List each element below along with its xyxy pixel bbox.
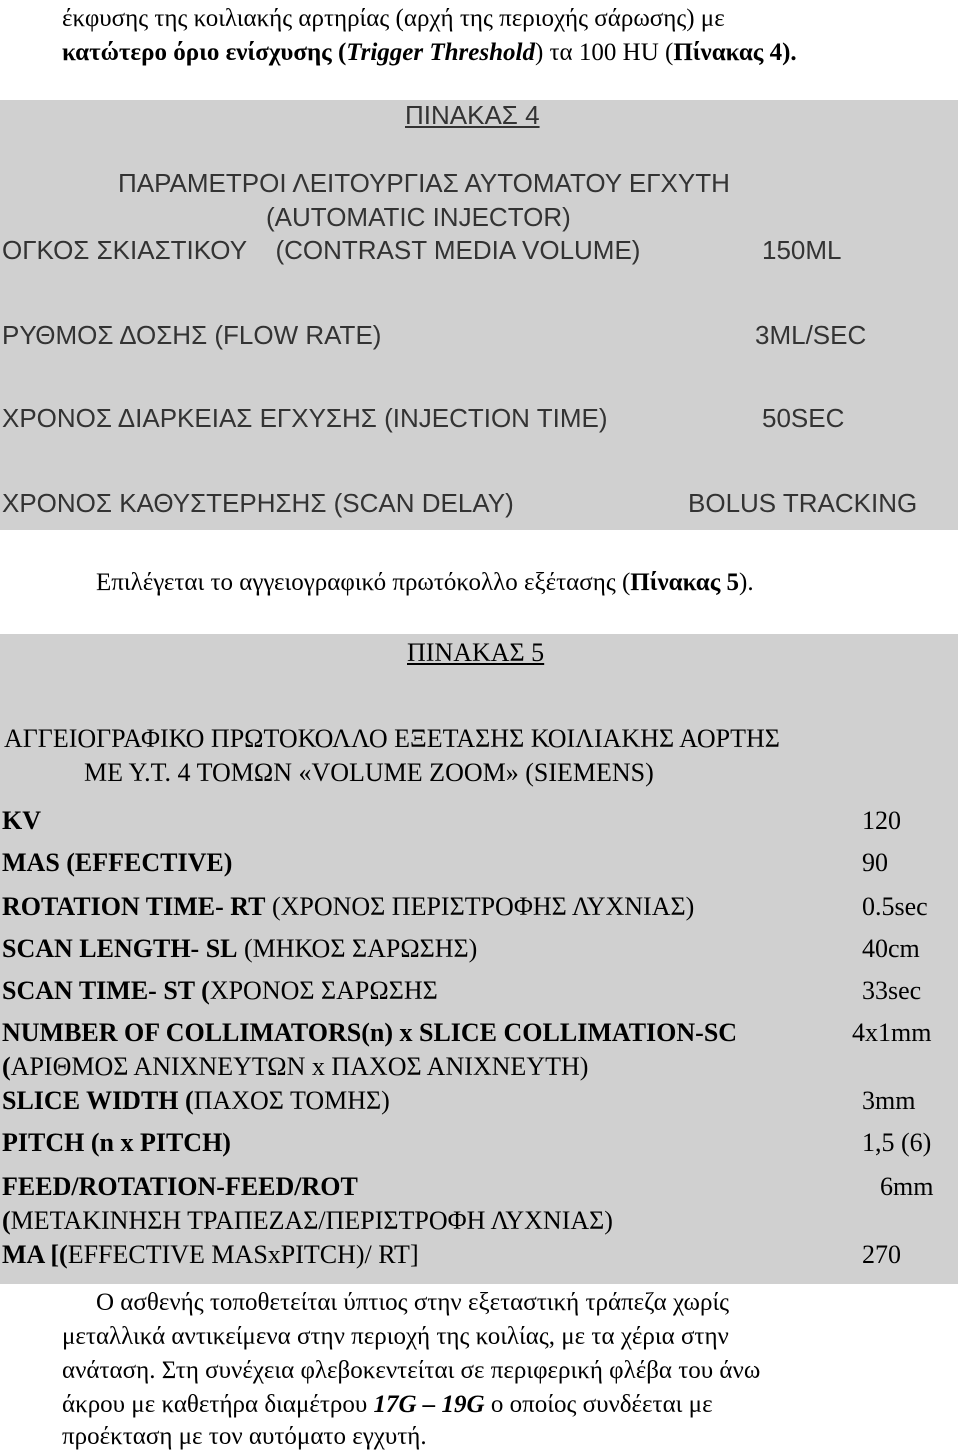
table-5-row-value: 6mm — [880, 1172, 934, 1201]
table-5-row-value: 40cm — [862, 934, 920, 963]
table-4-row-label: ΟΓΚΟΣ ΣΚΙΑΣΤΙΚΟΥ (CONTRAST MEDIA VOLUME) — [2, 235, 641, 265]
table-4-row-value: 150ML — [762, 235, 842, 265]
table-5-row-label: NUMBER OF COLLIMATORS(n) x SLICE COLLIMATION-SC — [2, 1018, 738, 1047]
table-5-row-value: 1,5 (6) — [862, 1128, 932, 1157]
table-4-row-label: ΡΥΘΜΟΣ ΔΟΣΗΣ (FLOW RATE) — [2, 320, 382, 350]
table-5-row-value: 120 — [862, 806, 901, 835]
table-4-caption: ΠΙΝΑΚΑΣ 4 — [405, 100, 540, 130]
closing-line-4: άκρου με καθετήρα διαμέτρου 17G – 19G ο οποίος συνδέεται με — [62, 1391, 713, 1418]
table-4-row-label: ΧΡΟΝΟΣ ΚΑΘΥΣΤΕΡΗΣΗΣ (SCAN DELAY) — [2, 488, 514, 518]
table-5-caption: ΠΙΝΑΚΑΣ 5 — [407, 638, 545, 667]
table-5-row-value: 33sec — [862, 976, 922, 1005]
mid-paragraph: Επιλέγεται το αγγειογραφικό πρωτόκολλο εξέτασης (Πίνακας 5). — [96, 569, 754, 596]
intro-line-1: έκφυσης της κοιλιακής αρτηρίας (αρχή της περιοχής σάρωσης) με — [62, 5, 725, 32]
table-4-row-value: BOLUS TRACKING — [688, 488, 918, 518]
table-5-row-label-line-2: (ΑΡΙΘΜΟΣ ΑΝΙΧΝΕΥΤΩΝ x ΠΑΧΟΣ ΑΝΙΧΝΕΥΤΗ) — [2, 1052, 589, 1081]
table-5-row-label: FEED/ROTATION-FEED/ROT — [2, 1172, 358, 1201]
table-4-title-line-1: ΠΑΡΑΜΕΤΡΟΙ ΛΕΙΤΟΥΡΓΙΑΣ ΑΥΤΟΜΑΤΟΥ ΕΓΧΥΤΗ — [118, 168, 730, 198]
table-5-row-label: SLICE WIDTH (ΠΑΧΟΣ ΤΟΜΗΣ) — [2, 1086, 390, 1115]
table-5-row-label: SCAN TIME- ST (ΧΡΟΝΟΣ ΣΑΡΩΣΗΣ — [2, 976, 438, 1005]
table-5-row-label: KV — [2, 806, 41, 835]
intro-line-2: κατώτερο όριο ενίσχυσης (Trigger Threshold) τα 100 HU (Πίνακας 4). — [62, 39, 797, 66]
table-5-row-value: 3mm — [862, 1086, 916, 1115]
table-5-row-label: ROTATION TIME- RT (ΧΡΟΝΟΣ ΠΕΡΙΣΤΡΟΦΗΣ ΛΥΧΝΙΑΣ) — [2, 892, 695, 921]
table-5-row-label: MA [(EFFECTIVE MASxPITCH)/ RT] — [2, 1240, 419, 1269]
table-5-row-value: 0.5sec — [862, 892, 928, 921]
table-5-row-label: PITCH (n x PITCH) — [2, 1128, 231, 1157]
table-4-row-value: 50SEC — [762, 403, 845, 433]
table-5 — [0, 634, 958, 1284]
table-4-row-value: 3ML/SEC — [755, 320, 867, 350]
table-4-row-label: ΧΡΟΝΟΣ ΔΙΑΡΚΕΙΑΣ ΕΓΧΥΣΗΣ (INJECTION TIME) — [2, 403, 608, 433]
table-5-row-label: SCAN LENGTH- SL (ΜΗΚΟΣ ΣΑΡΩΣΗΣ) — [2, 934, 478, 963]
table-5-row-value: 90 — [862, 848, 888, 877]
table-5-title-line-1: ΑΓΓΕΙΟΓΡΑΦΙΚΟ ΠΡΩΤΟΚΟΛΛΟ ΕΞΕΤΑΣΗΣ ΚΟΙΛΙΑΚΗΣ ΑΟΡΤΗΣ — [4, 724, 780, 753]
table-4 — [0, 100, 958, 530]
closing-line-5: προέκταση με τον αυτόματο εγχυτή. — [62, 1423, 427, 1450]
closing-line-3: ανάταση. Στη συνέχεια φλεβοκεντείται σε περιφερική φλέβα του άνω — [62, 1357, 761, 1384]
table-5-row-label-line-2: (ΜΕΤΑΚΙΝΗΣΗ ΤΡΑΠΕΖΑΣ/ΠΕΡΙΣΤΡΟΦΗ ΛΥΧΝΙΑΣ) — [2, 1206, 613, 1235]
closing-line-2: μεταλλικά αντικείμενα στην περιοχή της κοιλίας, με τα χέρια στην — [62, 1323, 729, 1350]
table-5-row-value: 270 — [862, 1240, 901, 1269]
table-5-row-label: MAS (EFFECTIVE) — [2, 848, 233, 877]
table-4-title-line-2: (AUTOMATIC INJECTOR) — [266, 202, 571, 232]
table-5-title-line-2: ΜΕ Υ.Τ. 4 ΤΟΜΩΝ «VOLUME ZOOM» (SIEMENS) — [84, 758, 654, 787]
table-5-row-value: 4x1mm — [852, 1018, 932, 1047]
closing-line-1: Ο ασθενής τοποθετείται ύπτιος στην εξεταστική τράπεζα χωρίς — [96, 1289, 730, 1316]
